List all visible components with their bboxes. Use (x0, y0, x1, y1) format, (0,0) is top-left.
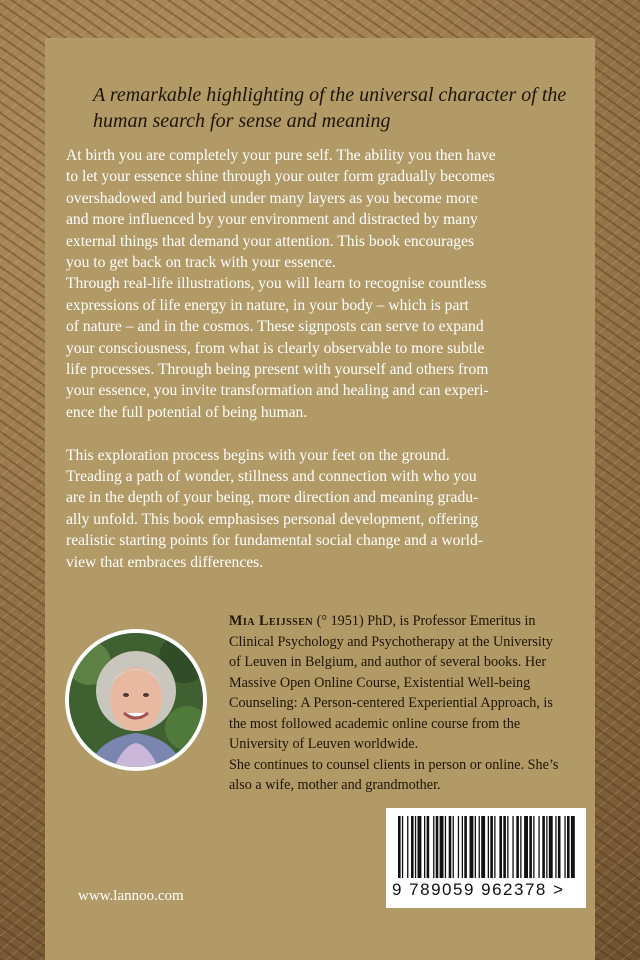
author-bio-paragraph-2 (229, 755, 599, 796)
text-line: to let your essence shine through your outer form gradually becomes (66, 168, 495, 186)
blurb-paragraph-1 (66, 145, 582, 273)
text-line: ence the full potential of being human. (66, 403, 308, 421)
text-line: Through real-life illustrations, you will learn to recognise countless (66, 275, 487, 293)
text-line: your essence, you invite transformation and healing and can experi- (66, 382, 489, 400)
text-line: This exploration process begins with your feet on the ground. (66, 446, 450, 464)
isbn-number: 9 789059 962378 > (392, 880, 565, 899)
publisher-website: www.lannoo.com (78, 888, 184, 904)
text-line: life processes. Through being present with yourself and others from (66, 361, 489, 379)
text-line: Counseling: A Person-centered Experiential Approach, is (229, 695, 553, 711)
text-line: you to get back on track with your essence. (66, 254, 336, 272)
text-line: and more influenced by your environment and distracted by many (66, 211, 478, 229)
text-line: the most followed academic online course from the (229, 715, 521, 732)
text-line: view that embraces differences. (66, 553, 264, 571)
blurb-paragraph-3 (66, 445, 582, 573)
author-bio-paragraph-1 (229, 611, 599, 755)
text-line: She continues to counsel clients in person or online. She’s (229, 756, 559, 773)
author-name: Mia Leijssen (229, 613, 314, 629)
back-cover-panel (45, 38, 595, 960)
text-line: of Leuven in Belgium, and author of several books. Her (229, 654, 547, 670)
text-line: are in the depth of your being, more direction and meaning gradu- (66, 489, 479, 507)
text-line: expressions of life energy in nature, in your body – which is part (66, 296, 469, 314)
text-line: also a wife, mother and grandmother. (229, 777, 441, 793)
text-line: Clinical Psychology and Psychotherapy at the University (229, 633, 553, 650)
text-line: overshadowed and buried under many layers as you become more (66, 189, 478, 207)
text-line: realistic starting points for fundamental social change and a world- (66, 532, 483, 550)
text-line: At birth you are completely your pure self. The ability you then have (66, 147, 496, 164)
text-line: Treading a path of wonder, stillness and connection with who you (66, 468, 477, 486)
text-line: University of Leuven worldwide. (229, 736, 419, 752)
author-bio (229, 611, 599, 796)
blurb-paragraph-2 (66, 273, 582, 423)
text-line: (° 1951) PhD, is Professor Emeritus in (313, 613, 536, 629)
tagline: A remarkable highlighting of the universal character of the human search for sense and meaning (93, 84, 567, 132)
text-line: of nature – and in the cosmos. These signposts can serve to expand (66, 318, 484, 336)
barcode-bars-icon (396, 816, 576, 878)
text-line: ally unfold. This book emphasises personal development, offering (66, 510, 479, 528)
text-line: Massive Open Online Course, Existential Well-being (229, 674, 531, 691)
text-line: external things that demand your attention. This book encourages (66, 232, 475, 250)
text-line: your consciousness, from what is clearly observable to more subtle (66, 339, 485, 357)
isbn-barcode (386, 808, 586, 908)
blurb-text (66, 145, 582, 573)
author-photo (65, 629, 207, 771)
